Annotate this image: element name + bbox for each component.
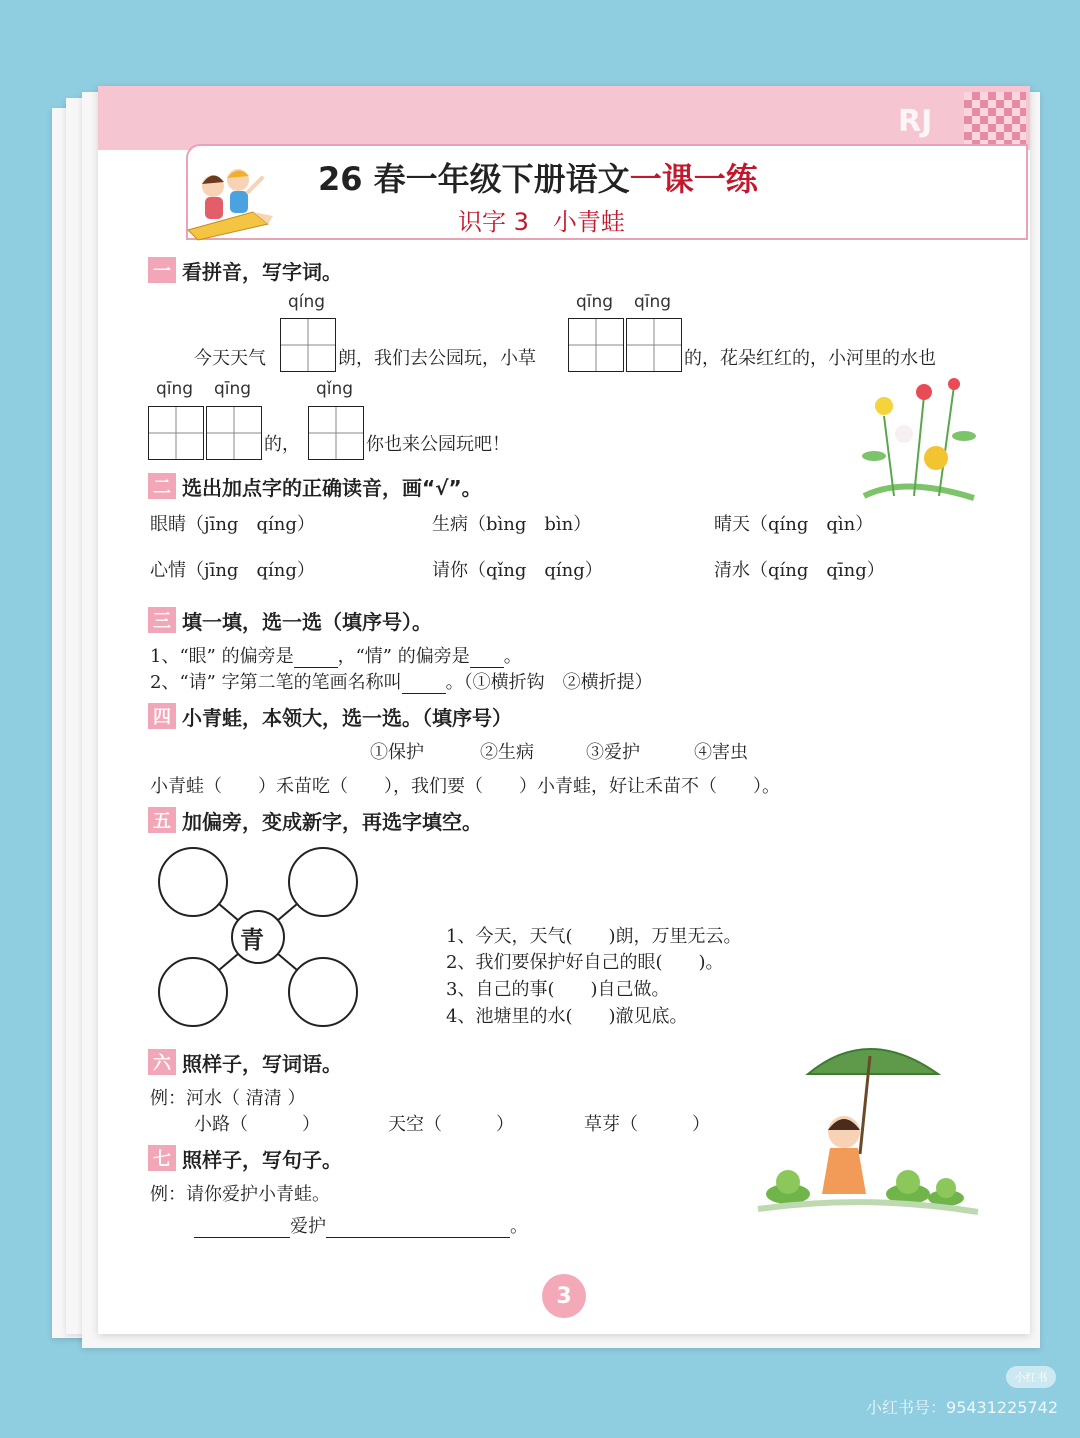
option-item: ①保护 (370, 742, 424, 763)
section-number: 四 (148, 703, 176, 729)
reading-choice-item[interactable]: 晴天（qíng qìn） (714, 514, 874, 535)
flowers-illustration (844, 366, 984, 506)
title-red: 一课一练 (629, 160, 758, 198)
option-item: ③爱护 (586, 742, 640, 763)
section-title: 选出加点字的正确读音，画“√”。 (182, 475, 482, 500)
example-text: 例：请你爱护小青蛙。 (150, 1184, 330, 1205)
option-item: ②生病 (480, 742, 534, 763)
answer-blank[interactable] (470, 646, 504, 668)
answer-blank[interactable] (294, 646, 338, 668)
sentence-text: 今天天气 (194, 348, 266, 369)
lesson-subtitle: 识字 3 小青蛙 (458, 208, 625, 236)
answer-blank[interactable] (326, 1216, 510, 1238)
answer-circle[interactable] (159, 958, 227, 1026)
fill-line-1 (150, 642, 522, 668)
pinyin: qīng (634, 292, 672, 312)
reading-choice-item[interactable]: 清水（qíng qīng） (714, 560, 885, 581)
sentence-text: 的，花朵红红的，小河里的水也 (684, 348, 936, 369)
sentence-text: 的， (264, 434, 300, 455)
fill-item[interactable]: 1、今天，天气( )朗，万里无云。 (446, 926, 742, 947)
word-item[interactable]: 天空（ ） (388, 1114, 514, 1135)
answer-circle[interactable] (159, 848, 227, 916)
tianzige-box[interactable] (148, 406, 204, 460)
answer-blank[interactable] (402, 672, 446, 694)
section-number: 六 (148, 1049, 176, 1075)
section-2-header (148, 472, 482, 500)
section-title: 加偏旁，变成新字，再选字填空。 (182, 809, 482, 834)
word-item[interactable]: 小路（ ） (194, 1114, 320, 1135)
section-5-header (148, 806, 482, 834)
reading-choice-item[interactable]: 生病（bìng bìn） (432, 514, 592, 535)
tianzige-box[interactable] (568, 318, 624, 372)
example-text: 例：河水（ 清清 ） (150, 1088, 306, 1109)
section-number: 三 (148, 607, 176, 633)
answer-circle[interactable] (289, 848, 357, 916)
tianzige-box[interactable] (308, 406, 364, 460)
fill-text: ，“情” 的偏旁是 (337, 646, 470, 667)
section-6-header (148, 1048, 342, 1076)
pinyin: qīng (214, 379, 252, 399)
reading-choice-item[interactable]: 眼睛（jīng qíng） (150, 514, 315, 535)
tianzige-box[interactable] (626, 318, 682, 372)
reading-choice-item[interactable]: 请你（qǐng qíng） (432, 560, 603, 581)
option-item: ④害虫 (694, 742, 748, 763)
fill-text: 2、“请” 字第二笔的笔画名称叫 (150, 672, 402, 693)
answer-circle[interactable] (289, 958, 357, 1026)
sentence-end: 。 (510, 1216, 528, 1237)
answer-blank[interactable] (194, 1216, 290, 1238)
title-black: 26 春一年级下册语文 (318, 160, 630, 198)
section-number: 七 (148, 1145, 176, 1171)
page-number: 3 (542, 1274, 586, 1318)
fill-item[interactable]: 3、自己的事( )自己做。 (446, 979, 670, 1000)
girl-umbrella-frogs-illustration (748, 1034, 988, 1234)
pinyin: qíng (288, 292, 326, 312)
reading-choice-item[interactable]: 心情（jīng qíng） (150, 560, 315, 581)
fill-sentence[interactable]: 小青蛙（ ）禾苗吃（ ），我们要（ ）小青蛙，好让禾苗不（ ）。 (150, 776, 780, 797)
section-4-header (148, 702, 512, 730)
section-1-header (148, 256, 342, 284)
tianzige-box[interactable] (280, 318, 336, 372)
section-number: 一 (148, 257, 176, 283)
fill-text: 。 (503, 646, 522, 667)
sentence-text: 朗，我们去公园玩，小草 (338, 348, 536, 369)
mid-word: 爱护 (290, 1216, 326, 1237)
pinyin: qǐng (316, 379, 354, 399)
tianzige-box[interactable] (206, 406, 262, 460)
center-character: 青 (240, 925, 264, 954)
fill-item[interactable]: 2、我们要保护好自己的眼( )。 (446, 952, 724, 973)
section-number: 二 (148, 473, 176, 499)
section-7-header (148, 1144, 342, 1172)
section-number: 五 (148, 807, 176, 833)
xiaohongshu-logo: 小红书 (1006, 1366, 1056, 1388)
worksheet-page (98, 86, 1030, 1334)
fill-line-2 (150, 668, 653, 694)
fill-text: 1、“眼” 的偏旁是 (150, 646, 294, 667)
pinyin: qīng (576, 292, 614, 312)
section-title: 看拼音，写字词。 (182, 259, 342, 284)
watermark-text: 小红书号：95431225742 (866, 1398, 1058, 1417)
sentence-frame (194, 1212, 528, 1238)
fill-item[interactable]: 4、池塘里的水( )澈见底。 (446, 1006, 688, 1027)
section-title: 填一填，选一选（填序号）。 (182, 609, 432, 634)
section-title: 小青蛙，本领大，选一选。（填序号） (182, 705, 512, 730)
sentence-text: 你也来公园玩吧！ (366, 434, 510, 455)
rj-badge: RJ (898, 104, 933, 139)
fill-text: 。（①横折钩 ②横折提） (445, 672, 653, 693)
section-title: 照样子，写句子。 (182, 1147, 342, 1172)
pinyin: qīng (156, 379, 194, 399)
word-item[interactable]: 草芽（ ） (584, 1114, 710, 1135)
section-title: 照样子，写词语。 (182, 1051, 342, 1076)
worksheet-content (98, 86, 1030, 1334)
section-3-header (148, 606, 432, 634)
